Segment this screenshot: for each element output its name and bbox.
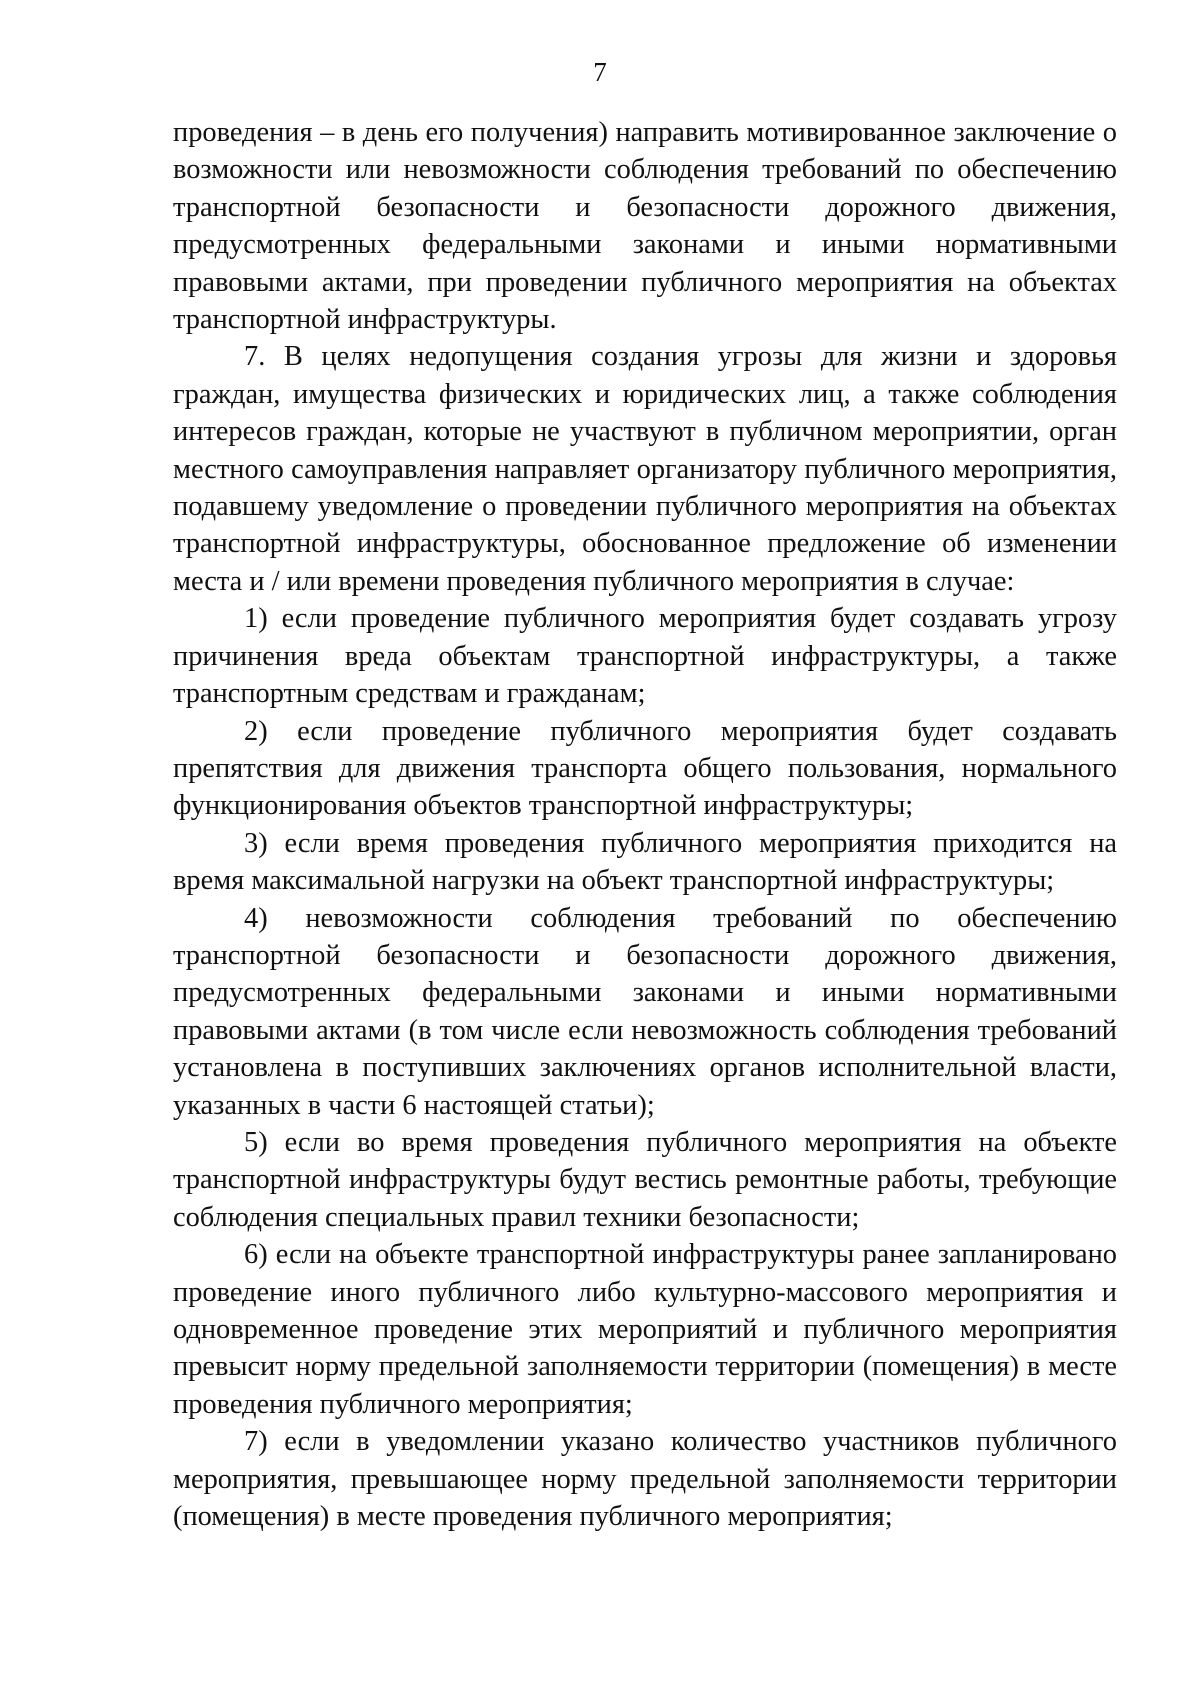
list-item-4: 4) невозможности соблюдения требований по обеспечению транспортной безопасности и безопасности дорожного движения, предусмотренных федеральными законами и иными нормативными правовыми актами (в том числе если невозможность соблюдения требований установлена в поступивших заключениях органов исполнительной власти, указанных в части 6 настоящей статьи); <box>173 902 1117 1121</box>
paragraph-section-7: 7. В целях недопущения создания угрозы для жизни и здоровья граждан, имущества физических и юридических лиц, а также соблюдения интересов граждан, которые не участвуют в публичном мероприятии, орган местного самоуправления направляет организатору публичного мероприятия, подавшему уведомление о проведении публичного мероприятия на объектах транспортной инфраструктуры, обоснованное предложение об изменении места и / или времени проведения публичного мероприятия в случае: <box>173 341 1117 597</box>
list-item-2: 2) если проведение публичного мероприятия будет создавать препятствия для движения транспорта общего пользования, нормального функционирования объектов транспортной инфраструктуры; <box>173 715 1117 822</box>
document-body <box>173 114 1117 1535</box>
list-item-7: 7) если в уведомлении указано количество участников публичного мероприятия, превышающее норму предельной заполняемости территории (помещения) в месте проведения публичного мероприятия; <box>173 1426 1117 1533</box>
paragraph-continuation: проведения – в день его получения) направить мотивированное заключение о возможности или невозможности соблюдения требований по обеспечению транспортной безопасности и безопасности дорожного движения, предусмотренных федеральными законами и иными нормативными правовыми актами, при проведении публичного мероприятия на объектах транспортной инфраструктуры. <box>173 117 1117 336</box>
list-item-3: 3) если время проведения публичного мероприятия приходится на время максимальной нагрузки на объект транспортной инфраструктуры; <box>173 827 1117 897</box>
list-item-1: 1) если проведение публичного мероприятия будет создавать угрозу причинения вреда объектам транспортной инфраструктуры, а также транспортным средствам и гражданам; <box>173 603 1117 710</box>
list-item-6: 6) если на объекте транспортной инфраструктуры ранее запланировано проведение иного публичного либо культурно-массового мероприятия и одновременное проведение этих мероприятий и публичного мероприятия превысит норму предельной заполняемости территории (помещения) в месте проведения публичного мероприятия; <box>173 1239 1117 1420</box>
list-item-5: 5) если во время проведения публичного мероприятия на объекте транспортной инфраструктуры будут вестись ремонтные работы, требующие соблюдения специальных правил техники безопасности; <box>173 1126 1117 1233</box>
page-number: 7 <box>593 57 607 87</box>
